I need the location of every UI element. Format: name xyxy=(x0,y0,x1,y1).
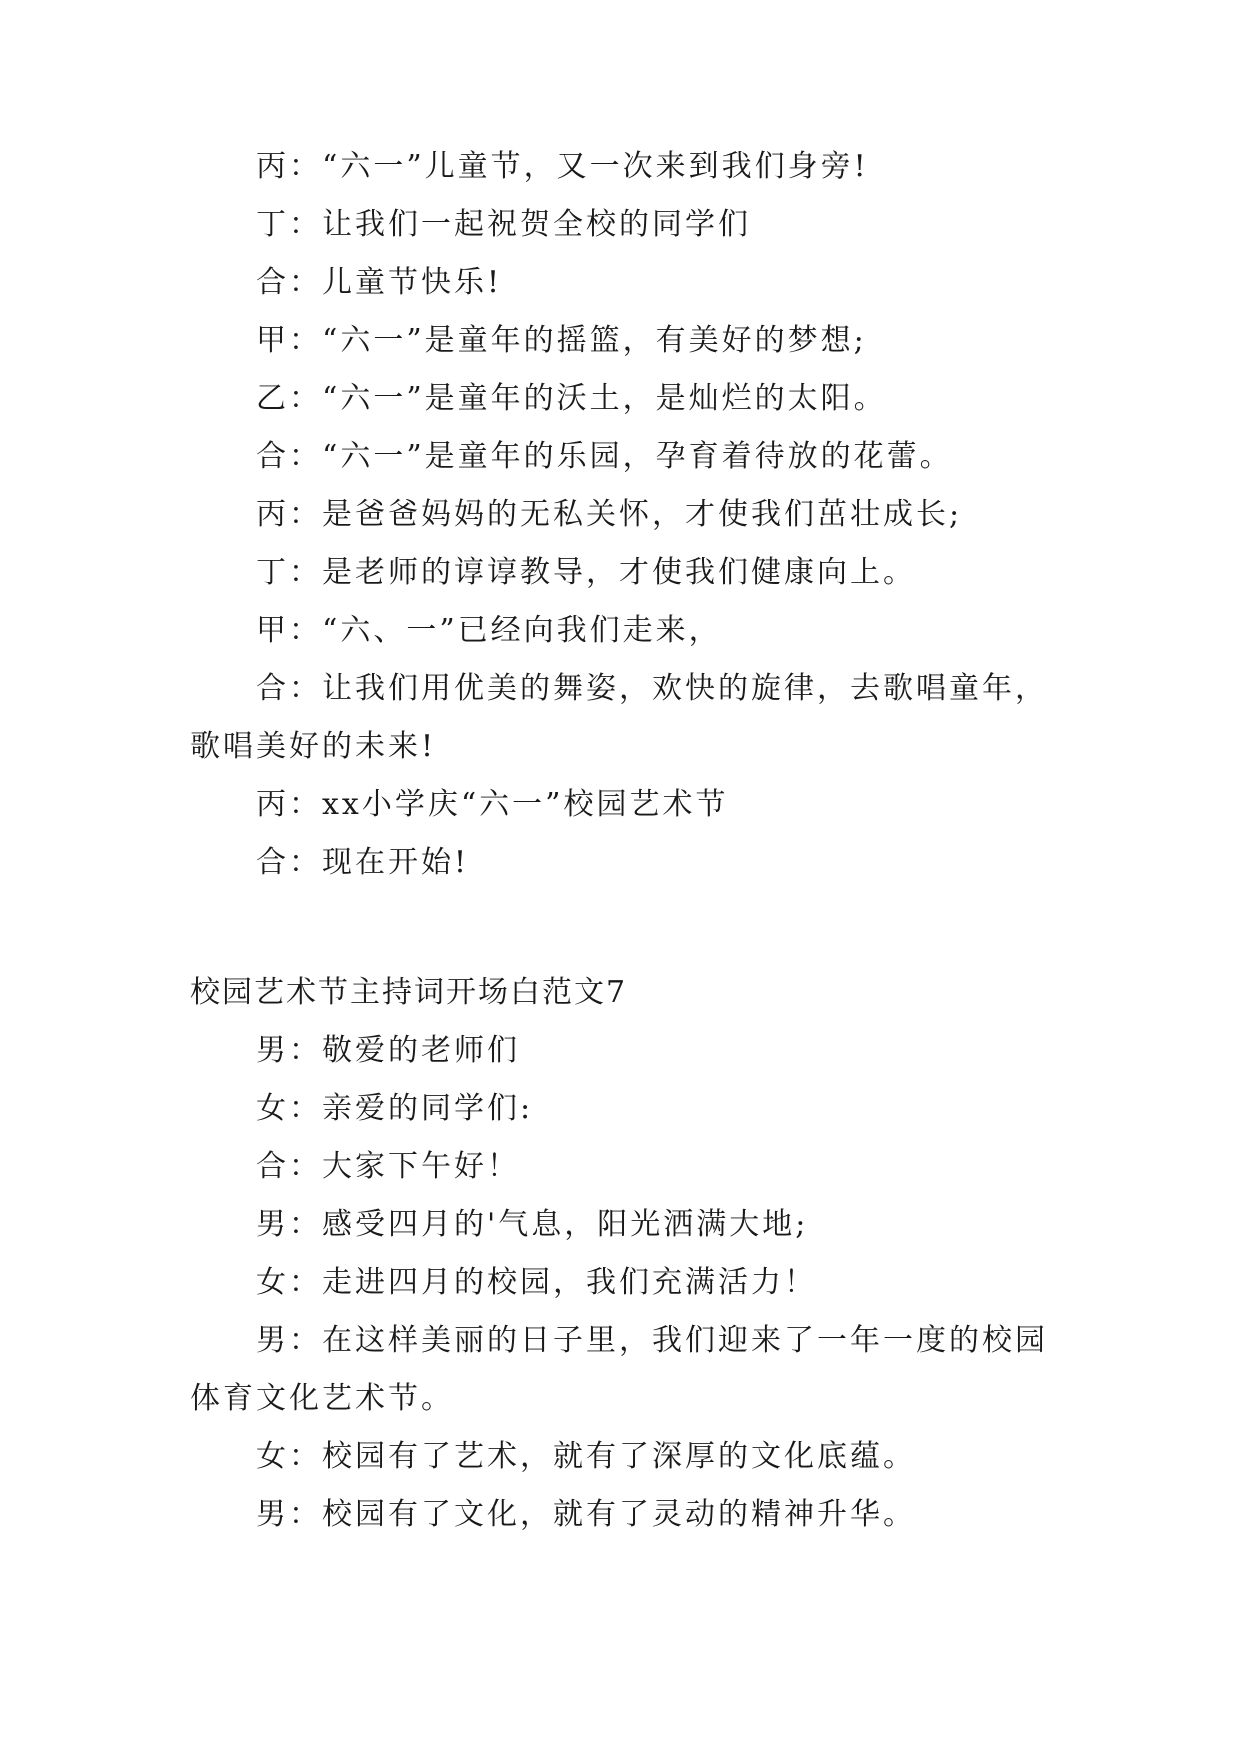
script-line: 乙：“六一”是童年的沃土，是灿烂的太阳。 xyxy=(256,381,887,416)
script-line: 男：感受四月的'气息，阳光洒满大地; xyxy=(256,1207,809,1242)
section-heading: 校园艺术节主持词开场白范文7 xyxy=(190,975,628,1010)
script-section-b xyxy=(190,964,1070,1544)
script-line: 丙：“六一”儿童节，又一次来到我们身旁! xyxy=(256,149,869,184)
script-line: 丁：让我们一起祝贺全校的同学们 xyxy=(256,207,751,242)
script-line: 甲：“六、一”已经向我们走来， xyxy=(256,613,722,648)
script-paragraph: 男：在这样美丽的日子里，我们迎来了一年一度的校园体育文化艺术节。 xyxy=(190,1323,1048,1416)
script-line: 合：现在开始! xyxy=(256,845,470,880)
script-line: 丙：xx小学庆“六一”校园艺术节 xyxy=(256,787,729,822)
script-paragraph: 合：让我们用优美的舞姿，欢快的旋律，去歌唱童年，歌唱美好的未来! xyxy=(190,671,1048,764)
script-section-a xyxy=(190,138,1070,892)
script-line: 女：校园有了艺术，就有了深厚的文化底蕴。 xyxy=(256,1439,916,1474)
script-line: 丁：是老师的谆谆教导，才使我们健康向上。 xyxy=(256,555,916,590)
script-line: 男：敬爱的老师们 xyxy=(256,1033,520,1068)
script-line: 合：儿童节快乐! xyxy=(256,265,503,300)
script-line: 女：走进四月的校园，我们充满活力！ xyxy=(256,1265,817,1300)
script-line: 合：大家下午好！ xyxy=(256,1149,520,1184)
script-line: 男：校园有了文化，就有了灵动的精神升华。 xyxy=(256,1497,916,1532)
script-line: 女：亲爱的同学们: xyxy=(256,1091,534,1126)
script-line: 丙：是爸爸妈妈的无私关怀，才使我们茁壮成长; xyxy=(256,497,963,532)
script-line: 合：“六一”是童年的乐园，孕育着待放的花蕾。 xyxy=(256,439,953,474)
script-line: 甲：“六一”是童年的摇篮，有美好的梦想; xyxy=(256,323,867,358)
